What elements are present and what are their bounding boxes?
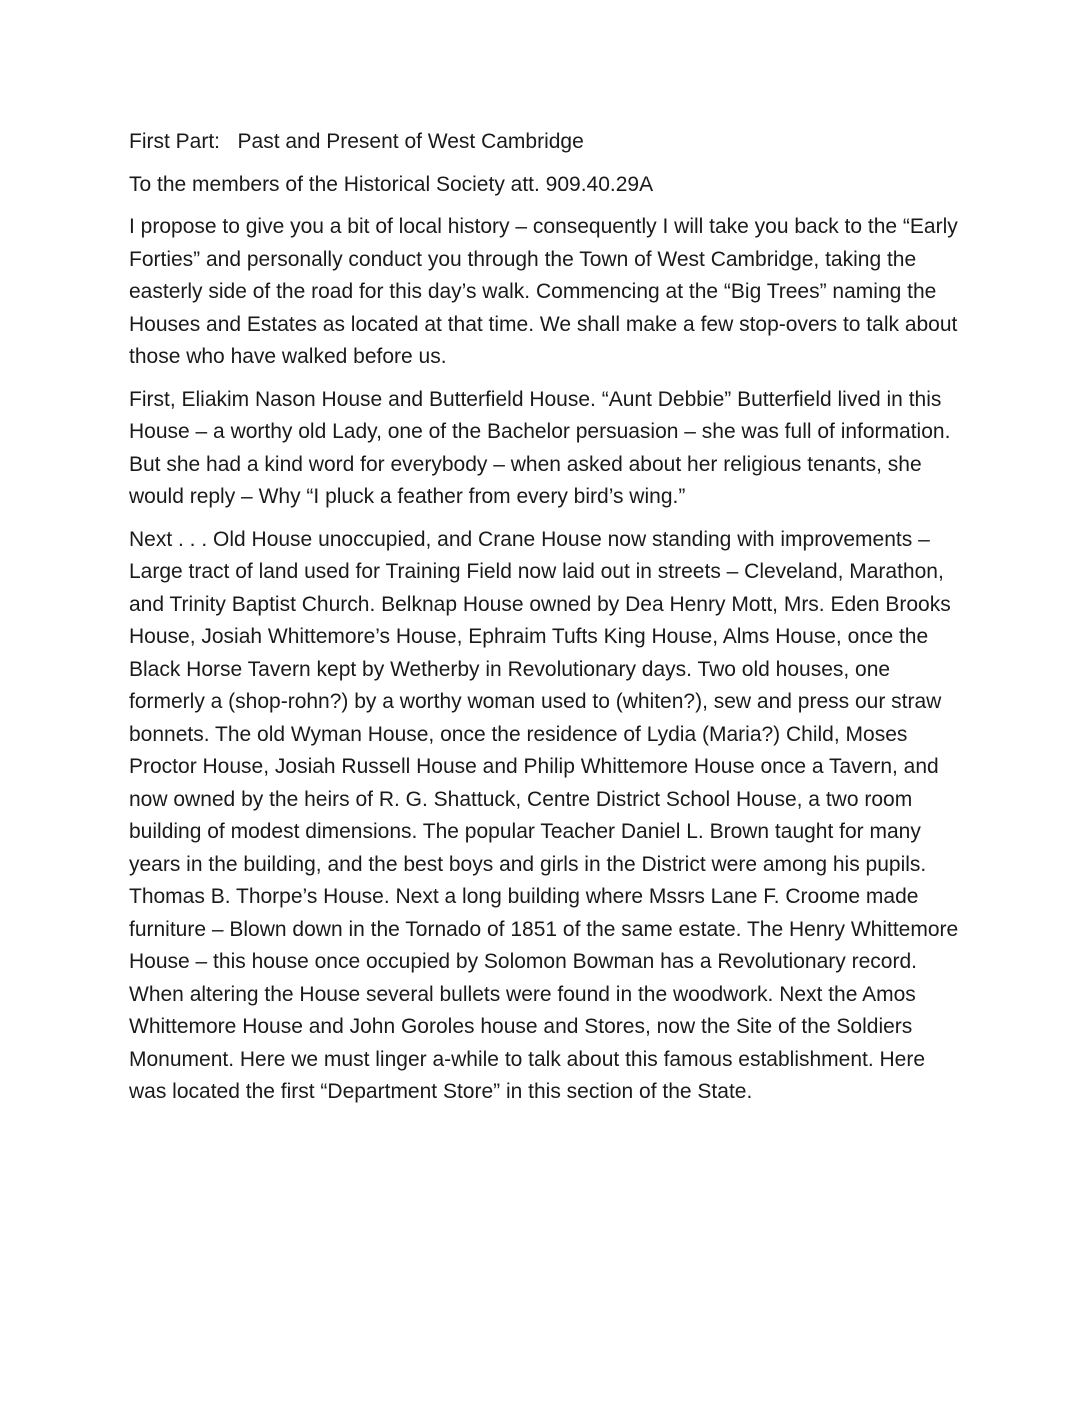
salutation-line: To the members of the Historical Society att. 909.40.29A (129, 172, 654, 196)
paragraph-intro: I propose to give you a bit of local history – consequently I will take you back to the “Early Forties” and personally conduct you through the Town of West Cambridge, taking the easterly side of the road for this day’s walk. Commencing at the “Big Trees” naming the Houses and Estates as located at that time. We shall make a few stop-overs to talk about those who have walked before us. (129, 215, 958, 368)
document-body (129, 126, 964, 1119)
paragraph-butterfield: First, Eliakim Nason House and Butterfield House. “Aunt Debbie” Butterfield lived in this House – a worthy old Lady, one of the Bachelor persuasion – she was full of information. But she had a kind word for everybody – when asked about her religious tenants, she would reply – Why “I pluck a feather from every bird’s wing.” (129, 387, 951, 508)
paragraph-houses-walk: Next . . . Old House unoccupied, and Crane House now standing with improvements – Large tract of land used for Training Field now laid out in streets – Cleveland, Marathon, and Trinity Baptist Church. Belknap House owned by Dea Henry Mott, Mrs. Eden Brooks House, Josiah Whittemore’s House, Ephraim Tufts King House, Alms House, once the Black Horse Tavern kept by Wetherby in Revolutionary days. Two old houses, one formerly a (shop-rohn?) by a worthy woman used to (whiten?), sew and press our straw bonnets. The old Wyman House, once the residence of Lydia (Maria?) Child, Moses Proctor House, Josiah Russell House and Philip Whittemore House once a Tavern, and now owned by the heirs of R. G. Shattuck, Centre District School House, a two room building of modest dimensions. The popular Teacher Daniel L. Brown taught for many years in the building, and the best boys and girls in the District were among his pupils. Thomas B. Thorpe’s House. Next a long building where Mssrs Lane F. Croome made furniture – Blown down in the Tornado of 1851 of the same estate. The Henry Whittemore House – this house once occupied by Solomon Bowman has a Revolutionary record. When altering the House several bullets were found in the woodwork. Next the Amos Whittemore House and John Goroles house and Stores, now the Site of the Soldiers Monument. Here we must linger a-while to talk about this famous establishment. Here was located the first “Department Store” in this section of the State. (129, 527, 959, 1103)
document-title: First Part: Past and Present of West Cambridge (129, 130, 584, 153)
